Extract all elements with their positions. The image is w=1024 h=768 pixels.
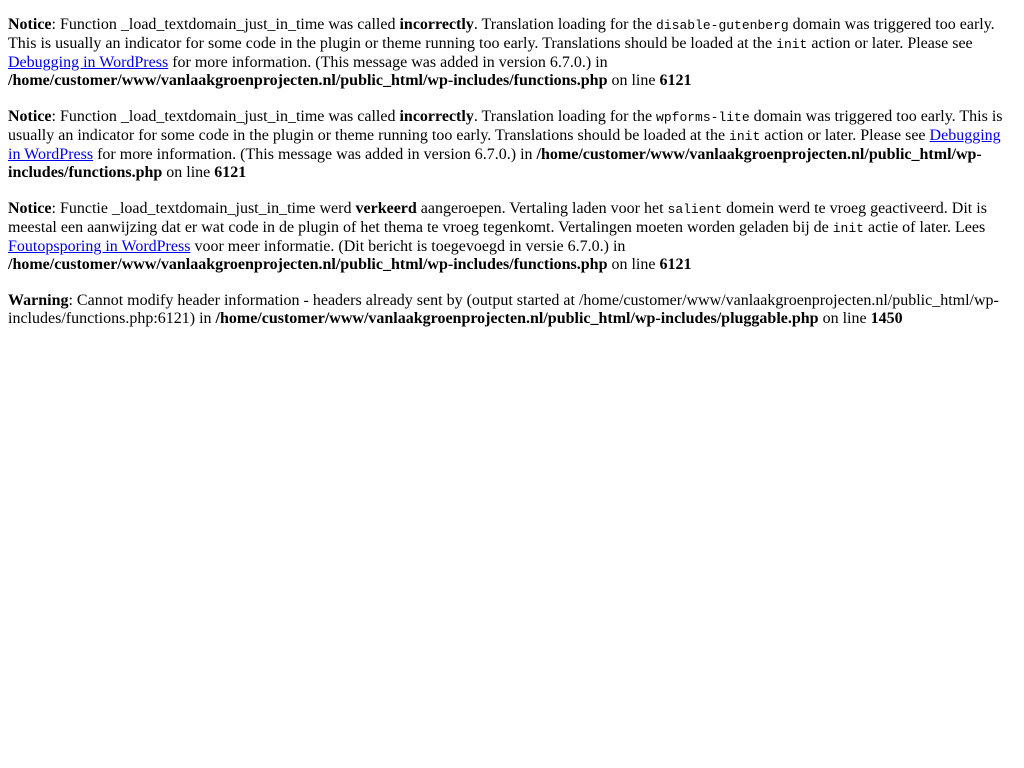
message-emphasis: verkeerd [355,200,417,217]
message-type: Notice [8,16,52,33]
file-path: /home/customer/www/vanlaakgroenprojecten.nl/public_html/wp-includes/functions.php [8,256,608,273]
message-text: actie of later. Lees [863,219,986,236]
textdomain-code: wpforms-lite [656,110,750,125]
message-text: : Function _load_textdomain_just_in_time was called [51,16,400,33]
action-code: init [832,221,864,236]
message-type: Notice [8,200,52,217]
notice-message [8,0,1016,90]
message-text: on line [162,164,215,181]
debugging-link[interactable]: Debugging in WordPress [8,127,1001,163]
message-text: action or later. Please see [807,35,973,52]
message-text: domein werd te vroeg geactiveerd. Dit is meestal een aanwijzing dat er wat code in de plugin of het thema te vroeg tegenkomt. Vertalingen moeten worden geladen bij de [8,200,987,236]
debugging-link[interactable]: Debugging in WordPress [8,54,169,71]
line-number: 6121 [659,256,692,273]
file-path: /home/customer/www/vanlaakgroenprojecten.nl/public_html/wp-includes/functions.php [8,146,982,181]
warning-message [8,274,1016,328]
message-text: aangeroepen. Vertaling laden voor het [416,200,668,217]
message-text: : Function _load_textdomain_just_in_time was called [51,108,400,125]
message-text: on line [607,72,660,89]
message-emphasis: incorrectly [399,108,474,125]
message-type: Warning [8,292,69,309]
message-text: domain was triggered too early. This is usually an indicator for some code in the plugin or theme running too early. Translations should be loaded at the [8,108,1003,144]
debugging-link[interactable]: Foutopsporing in WordPress [8,238,191,255]
message-text: : Functie _load_textdomain_just_in_time werd [51,200,356,217]
message-text: for more information. (This message was added in version 6.7.0.) in [93,146,537,163]
message-text: . Translation loading for the [473,108,657,125]
message-text: domain was triggered too early. This is usually an indicator for some code in the plugin or theme running too early. Translations should be loaded at the [8,16,995,52]
notice-message [8,90,1016,182]
line-number: 6121 [659,72,692,89]
textdomain-code: disable-gutenberg [656,18,789,33]
message-text: on line [818,310,871,327]
php-error-output [8,0,1016,328]
action-code: init [729,129,761,144]
message-text: : Cannot modify header information - headers already sent by (output started at /home/customer/www/vanlaakgroenprojecten.nl/public_html/wp-includes/functions.php:6121) in [8,292,999,327]
file-path: /home/customer/www/vanlaakgroenprojecten.nl/public_html/wp-includes/pluggable.php [215,310,819,327]
message-text: action or later. Please see [760,127,930,144]
file-path: /home/customer/www/vanlaakgroenprojecten.nl/public_html/wp-includes/functions.php [8,72,608,89]
message-text: for more information. (This message was added in version 6.7.0.) in [168,54,608,71]
line-number: 6121 [214,164,247,181]
line-number: 1450 [870,310,903,327]
message-emphasis: incorrectly [399,16,474,33]
textdomain-code: salient [667,202,723,217]
notice-message [8,182,1016,274]
message-text: on line [607,256,660,273]
message-type: Notice [8,108,52,125]
message-text: . Translation loading for the [473,16,657,33]
action-code: init [776,37,808,52]
message-text: voor meer informatie. (Dit bericht is toegevoegd in versie 6.7.0.) in [190,238,626,255]
